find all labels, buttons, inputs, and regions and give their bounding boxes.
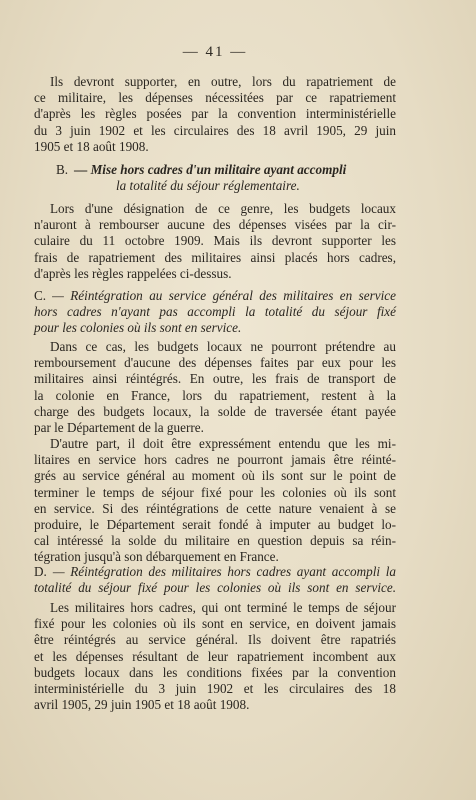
section-letter: B.: [56, 162, 69, 177]
text-line: n'auront à rembourser aucune des dépenses visées par la cir-: [34, 217, 396, 233]
text-line: budgets locaux dans les conditions fixées par la convention: [34, 664, 396, 680]
text-line: interministérielle du 3 juin 1902 et les circulaires des 18: [34, 681, 396, 697]
section-title-line: hors cadres n'ayant pas accompli la totalité du séjour fixé: [34, 304, 396, 320]
text-line: du 3 juin 1902 et les circulaires des 18 avril 1905, 29 juin: [34, 122, 396, 138]
text-line: Les militaires hors cadres, qui ont terminé le temps de séjour: [50, 600, 396, 615]
text-line: remboursement d'aucune des dépenses faites par eux pour les: [34, 355, 396, 371]
text-line: d'après les règles posées par la convention interministérielle: [34, 106, 396, 122]
text-line: d'après les règles rappelées ci-dessus.: [34, 265, 232, 281]
text-line: par le Département de la guerre.: [34, 420, 204, 436]
text-line: produire, le Département serait fondé à imputer au budget lo-: [34, 517, 396, 533]
section-c-heading: [34, 288, 396, 337]
text-line: la colonie en France, lors du rapatriement, restent à la: [34, 387, 396, 403]
text-line: Lors d'une désignation de ce genre, les budgets locaux: [50, 201, 396, 216]
text-line: fixé pour les colonies où ils sont en service, en doivent jamais: [34, 616, 396, 632]
text-line: litaires en service hors cadres ne pourront jamais être réinté-: [34, 452, 396, 468]
text-line: en service. Si des réintégrations de cette nature venaient à se: [34, 500, 396, 516]
text-line: 1905 et 18 août 1908.: [34, 138, 149, 154]
section-title: — Réintégration au service général des militaires en service: [52, 288, 396, 303]
text-line: grés au service général au moment où ils sont sur le point de: [34, 468, 396, 484]
text-line: avril 1905, 29 juin 1905 et 18 août 1908.: [34, 697, 250, 713]
paragraph-2: [34, 201, 396, 282]
section-b-heading: [34, 162, 396, 194]
section-d-heading: [34, 564, 396, 596]
text-line: culaire du 11 octobre 1909. Mais ils devront supporter les: [34, 233, 396, 249]
paragraph-5: [34, 600, 396, 713]
section-title-line: totalité du séjour fixé pour les colonies où ils sont en service.: [34, 580, 396, 596]
text-line: militaires ainsi réintégrés. En outre, les frais de transport de: [34, 371, 396, 387]
text-line: terminer le temps de séjour fixé pour les colonies où ils sont: [34, 484, 396, 500]
page-number: — 41 —: [182, 44, 248, 60]
text-line: Dans ce cas, les budgets locaux ne pourront prétendre au: [50, 339, 396, 354]
section-title: — Mise hors cadres d'un militaire ayant accompli: [74, 162, 347, 177]
paragraph-4: [34, 436, 396, 566]
text-line: frais de rapatriement des militaires ainsi placés hors cadres,: [34, 249, 396, 265]
paragraph-1: [34, 74, 396, 155]
section-title: — Réintégration des militaires hors cadres ayant accompli la: [52, 564, 396, 579]
text-line: charge des budgets locaux, la solde de traversée étant payée: [34, 403, 396, 419]
section-letter: C.: [34, 288, 47, 303]
section-letter: D.: [34, 564, 47, 579]
text-line: tégration jusqu'à son débarquement en France.: [34, 549, 279, 565]
section-title-line: pour les colonies où ils sont en service.: [34, 320, 242, 336]
section-title-line-2: la totalité du séjour réglementaire.: [116, 178, 300, 194]
text-line: être réintégrés au service général. Ils doivent être rapatriés: [34, 632, 396, 648]
text-line: Ils devront supporter, en outre, lors du rapatriement de: [50, 74, 396, 89]
text-line: cal intéressé la solde du militaire en question depuis sa réin-: [34, 533, 396, 549]
text-line: et les dépenses résultant de leur rapatriement incombent aux: [34, 648, 396, 664]
text-line: ce militaire, les dépenses nécessitées par ce rapatriement: [34, 90, 396, 106]
text-line: D'autre part, il doit être expressément entendu que les mi-: [50, 436, 396, 451]
paragraph-3: [34, 339, 396, 436]
